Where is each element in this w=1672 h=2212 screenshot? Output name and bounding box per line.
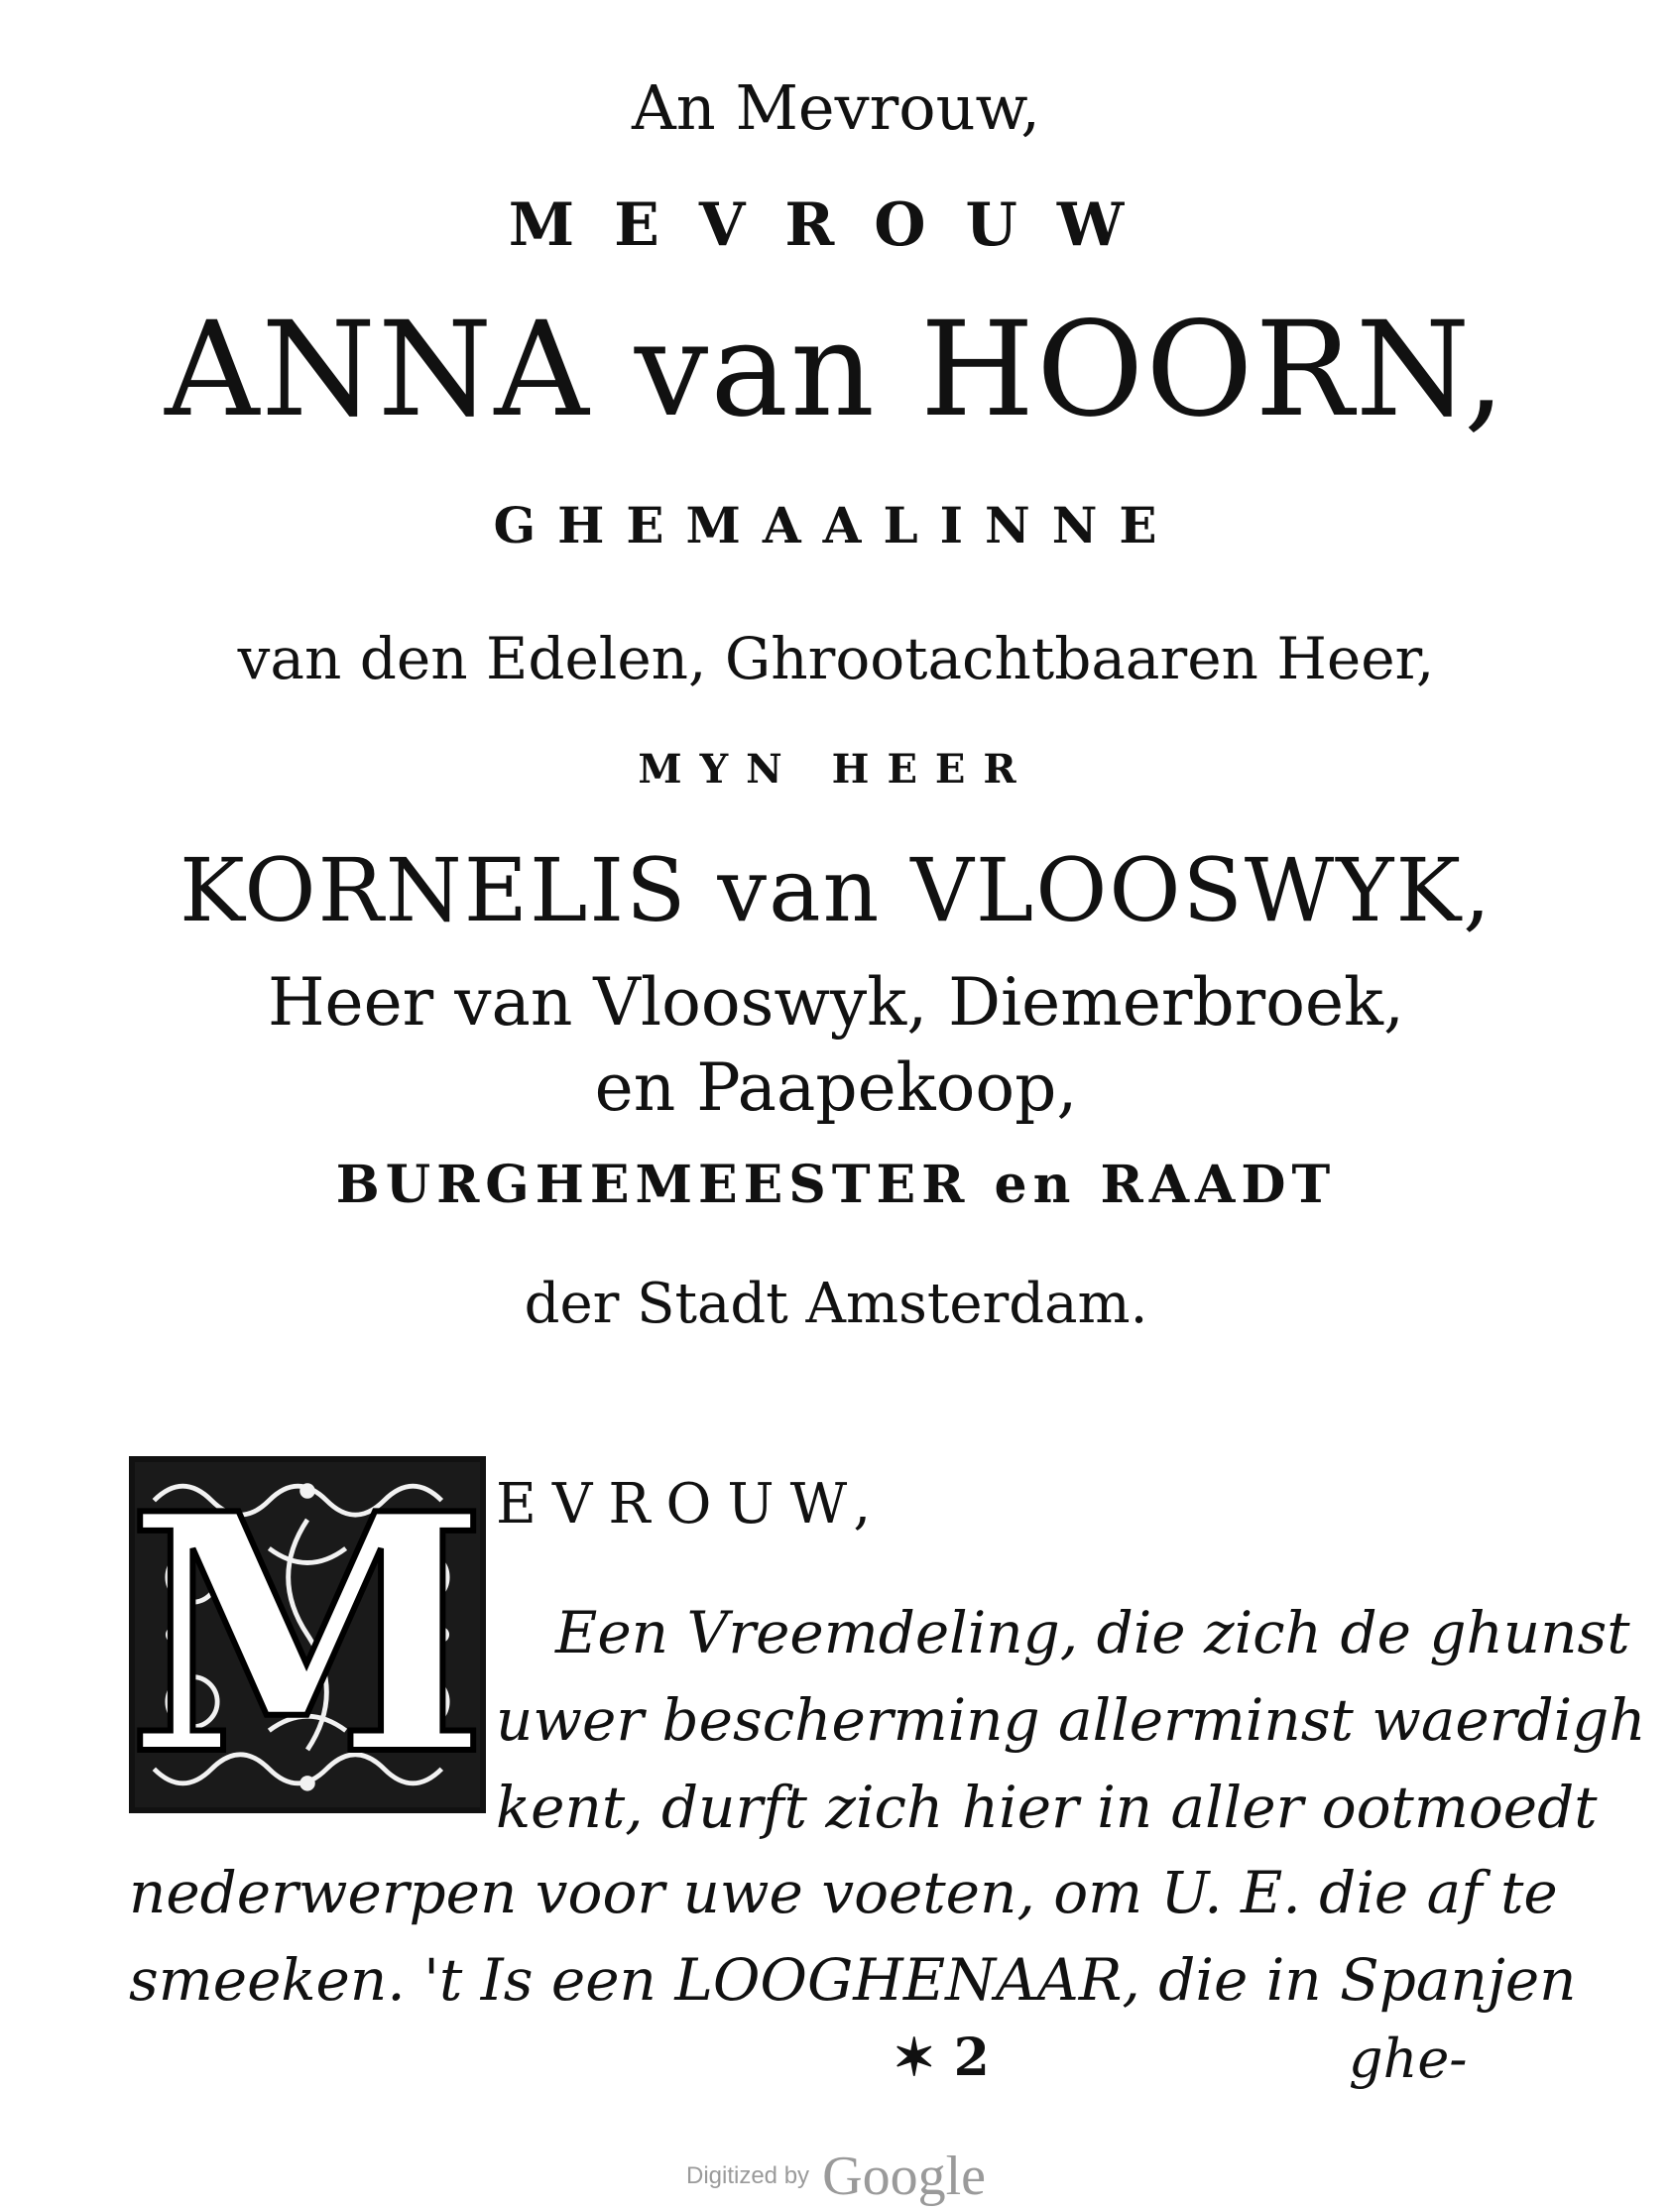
signature-mark: ✶ 2 <box>893 2028 990 2088</box>
spouse-description: van den Edelen, Ghrootachtbaaren Heer, <box>237 625 1435 692</box>
catchword: ghe- <box>1349 2028 1468 2090</box>
ornamental-drop-cap <box>126 1442 489 1827</box>
digitized-brand: Google <box>822 2146 986 2207</box>
titles-line-2: en Paapekoop, <box>594 1049 1078 1126</box>
body-line: uwer bescherming allerminst waerdigh <box>496 1686 1646 1754</box>
digitized-watermark <box>0 2145 1672 2208</box>
digitized-prefix: Digitized by <box>685 2162 810 2189</box>
salutation: An Mevrouw, <box>632 71 1040 144</box>
drop-cap-letter: M <box>126 1442 489 1827</box>
city-line: der Stadt Amsterdam. <box>524 1272 1148 1336</box>
greeting: EVROUW, <box>496 1472 888 1536</box>
office-title: BURGHEMEESTER en RAADT <box>335 1155 1337 1215</box>
spouse-caps: GHEMAALINNE <box>493 496 1179 554</box>
body-line: Een Vreemdeling, die zich de ghunst <box>555 1599 1630 1666</box>
honorific: MYN HEER <box>638 746 1034 793</box>
addressee-name: ANNA van HOORN, <box>165 294 1507 446</box>
husband-name: KORNELIS van VLOOSWYK, <box>179 839 1493 941</box>
body-line: kent, durft zich hier in aller ootmoedt <box>496 1774 1598 1841</box>
body-line: smeeken. 't Is een LOOGHENAAR, die in Spanjen <box>129 1946 1577 2014</box>
body-line: nederwerpen voor uwe voeten, om U. E. die af te <box>129 1859 1558 1926</box>
addressee-caps: MEVROUW <box>508 190 1164 260</box>
titles-line-1: Heer van Vlooswyk, Diemerbroek, <box>267 964 1404 1041</box>
